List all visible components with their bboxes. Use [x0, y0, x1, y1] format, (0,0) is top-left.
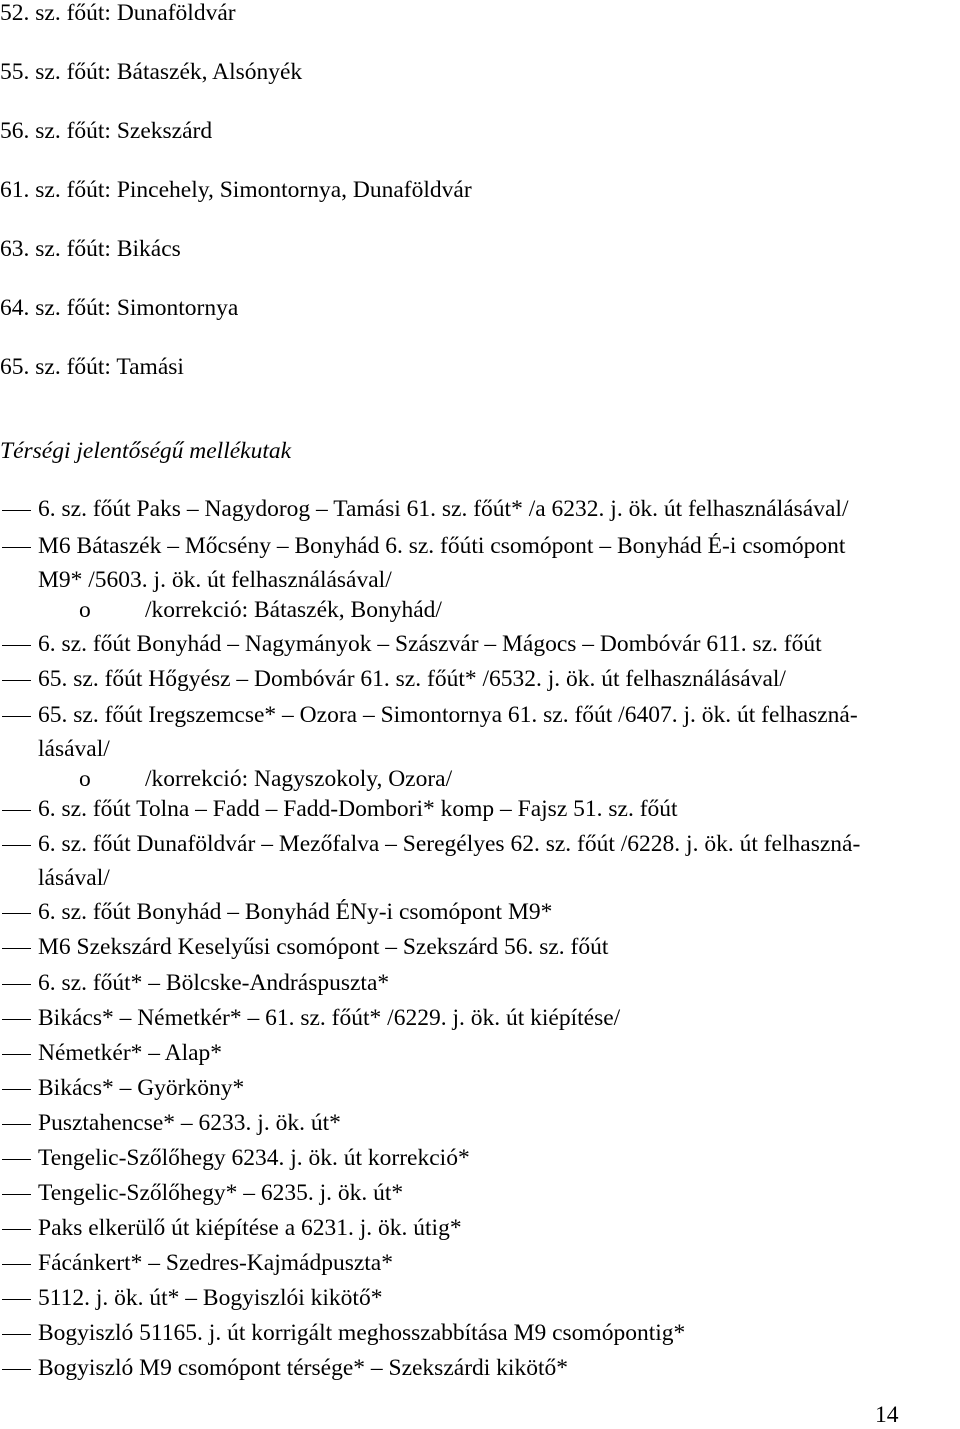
main-road-line: 64. sz. főút: Simontornya	[0, 295, 239, 321]
road-item: 65. sz. főút Hőgyész – Dombóvár 61. sz. főút* /6532. j. ök. út felhasználásával/	[38, 666, 786, 692]
dash-marker	[2, 845, 31, 846]
dash-marker	[2, 645, 31, 646]
road-item: 6. sz. főút Paks – Nagydorog – Tamási 61. sz. főút* /a 6232. j. ök. út felhasználásával/	[38, 496, 849, 522]
road-item-continuation: lásával/	[38, 736, 110, 762]
dash-marker	[2, 1124, 31, 1125]
main-road-line: 61. sz. főút: Pincehely, Simontornya, Dunaföldvár	[0, 177, 472, 203]
dash-marker	[2, 1194, 31, 1195]
correction-note: /korrekció: Bátaszék, Bonyhád/	[145, 597, 442, 623]
dash-marker	[2, 1229, 31, 1230]
road-item: Tengelic-Szőlőhegy 6234. j. ök. út korrekció*	[38, 1145, 470, 1171]
road-item: Tengelic-Szőlőhegy* – 6235. j. ök. út*	[38, 1180, 404, 1206]
road-item: 6. sz. főút Bonyhád – Nagymányok – Szászvár – Mágocs – Dombóvár 611. sz. főút	[38, 631, 822, 657]
bullet-marker: o	[79, 597, 91, 623]
dash-marker	[2, 913, 31, 914]
dash-marker	[2, 1369, 31, 1370]
road-item: Fácánkert* – Szedres-Kajmádpuszta*	[38, 1250, 393, 1276]
dash-marker	[2, 1159, 31, 1160]
main-road-line: 55. sz. főút: Bátaszék, Alsónyék	[0, 59, 303, 85]
road-item: M6 Szekszárd Keselyűsi csomópont – Szekszárd 56. sz. főút	[38, 934, 609, 960]
dash-marker	[2, 1299, 31, 1300]
dash-marker	[2, 510, 31, 511]
road-item-continuation: lásával/	[38, 865, 110, 891]
road-item: Paks elkerülő út kiépítése a 6231. j. ök. útig*	[38, 1215, 462, 1241]
page-number: 14	[875, 1402, 899, 1428]
road-item: 6. sz. főút Dunaföldvár – Mezőfalva – Seregélyes 62. sz. főút /6228. j. ök. út felhaszná-	[38, 831, 861, 857]
road-item: Bikács* – Györköny*	[38, 1075, 245, 1101]
section-heading: Térségi jelentőségű mellékutak	[0, 438, 292, 464]
road-item: Németkér* – Alap*	[38, 1040, 223, 1066]
dash-marker	[2, 547, 31, 548]
dash-marker	[2, 810, 31, 811]
road-item: 6. sz. főút Tolna – Fadd – Fadd-Dombori* komp – Fajsz 51. sz. főút	[38, 796, 678, 822]
dash-marker	[2, 680, 31, 681]
main-road-line: 63. sz. főút: Bikács	[0, 236, 181, 262]
dash-marker	[2, 1054, 31, 1055]
road-item: Bikács* – Németkér* – 61. sz. főút* /6229. j. ök. út kiépítése/	[38, 1005, 621, 1031]
dash-marker	[2, 1264, 31, 1265]
road-item: Pusztahencse* – 6233. j. ök. út*	[38, 1110, 341, 1136]
dash-marker	[2, 1089, 31, 1090]
main-road-line: 65. sz. főút: Tamási	[0, 354, 184, 380]
dash-marker	[2, 984, 31, 985]
road-item: Bogyiszló 51165. j. út korrigált meghosszabbítása M9 csomópontig*	[38, 1320, 686, 1346]
road-item: 5112. j. ök. út* – Bogyiszlói kikötő*	[38, 1285, 383, 1311]
road-item: 6. sz. főút Bonyhád – Bonyhád ÉNy-i csomópont M9*	[38, 899, 553, 925]
road-item: Bogyiszló M9 csomópont térsége* – Szekszárdi kikötő*	[38, 1355, 568, 1381]
dash-marker	[2, 716, 31, 717]
road-item: 65. sz. főút Iregszemcse* – Ozora – Simontornya 61. sz. főút /6407. j. ök. út felhaszná-	[38, 702, 858, 728]
road-item: 6. sz. főút* – Bölcske-Andráspuszta*	[38, 970, 390, 996]
dash-marker	[2, 948, 31, 949]
correction-note: /korrekció: Nagyszokoly, Ozora/	[145, 766, 453, 792]
dash-marker	[2, 1334, 31, 1335]
dash-marker	[2, 1019, 31, 1020]
bullet-marker: o	[79, 766, 91, 792]
main-road-line: 52. sz. főút: Dunaföldvár	[0, 0, 236, 26]
road-item: M6 Bátaszék – Mőcsény – Bonyhád 6. sz. főúti csomópont – Bonyhád É-i csomópont	[38, 533, 846, 559]
road-item-continuation: M9* /5603. j. ök. út felhasználásával/	[38, 567, 392, 593]
main-road-line: 56. sz. főút: Szekszárd	[0, 118, 213, 144]
